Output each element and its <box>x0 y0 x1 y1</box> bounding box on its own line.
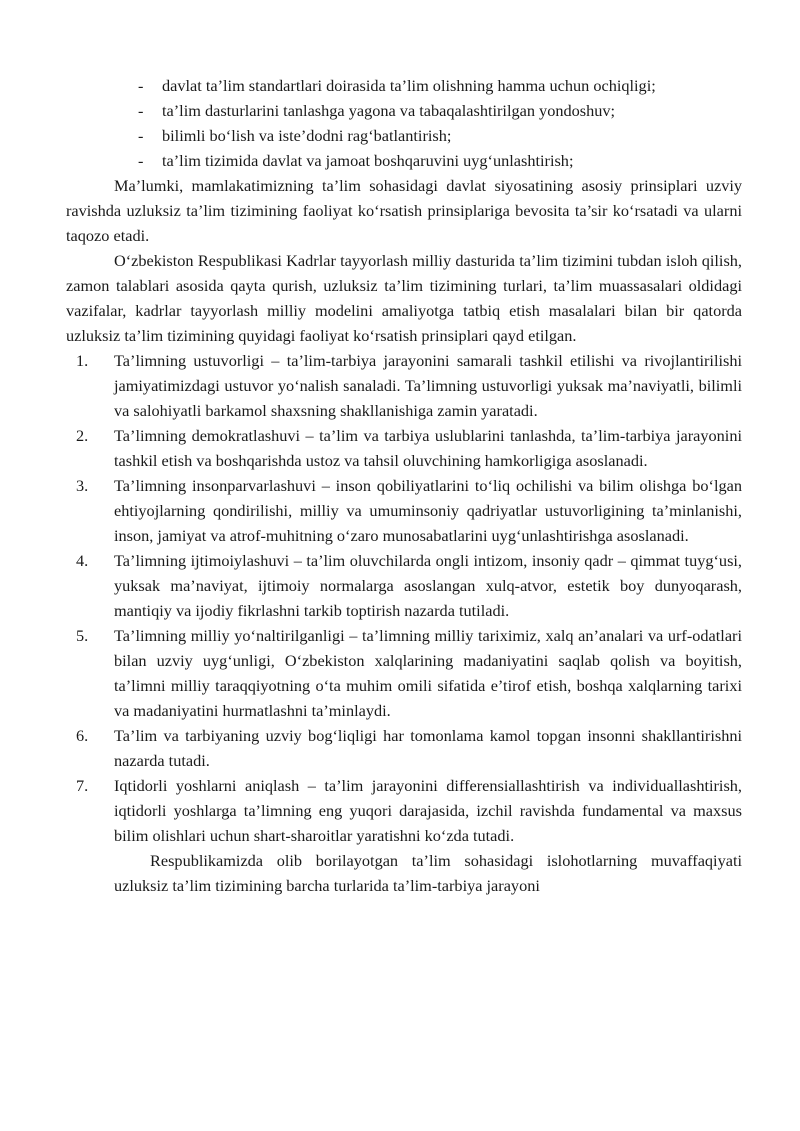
dash-marker: - <box>138 151 144 170</box>
principle-text: Iqtidorli yoshlarni aniqlash – ta’lim jarayonini differensiallashtirish va individuallashtirish, iqtidorli yoshlarga ta’limning eng yuqori darajasida, izchil ravishda fundamental va maxsus bilim olishlari uchun shart-sharoitlar yaratishni ko‘zda tutadi. <box>114 776 742 845</box>
principle-item <box>66 348 742 423</box>
list-item-text: ta’lim dasturlarini tanlashga yagona va tabaqalashtirilgan yondoshuv; <box>162 101 616 120</box>
item-number: 5. <box>76 626 89 645</box>
dash-marker: - <box>138 101 144 120</box>
list-item-text: bilimli bo‘lish va iste’dodni rag‘batlantirish; <box>162 126 452 145</box>
principle-text: Ta’limning ustuvorligi – ta’lim-tarbiya jarayonini samarali tashkil etilishi va rivojlantirilishi jamiyatimizdagi ustuvor yo‘nalish sanaladi. Ta’limning ustuvorligi yuksak ma’naviyatli, bilimli va salohiyatli barkamol shaxsning shakllanishiga zamin yaratadi. <box>114 351 742 420</box>
principles-list <box>66 348 742 848</box>
principle-text: Ta’lim va tarbiyaning uzviy bog‘liqligi har tomonlama kamol topgan insonni shakllantirishni nazarda tutadi. <box>114 726 742 770</box>
item-number: 6. <box>76 726 89 745</box>
principle-text: Ta’limning ijtimoiylashuvi – ta’lim oluvchilarda ongli intizom, insoniy qadr – qimmat tuyg‘usi, yuksak ma’naviyat, ijtimoiy normalarga asoslangan xulq-atvor, estetik boy dunyoqarash, mantiqiy va ijodiy fikrlashni tarkib toptirish nazarda tutiladi. <box>114 551 742 620</box>
item-number: 3. <box>76 476 89 495</box>
item-number: 2. <box>76 426 89 445</box>
principle-text: Ta’limning insonparvarlashuvi – inson qobiliyatlarini to‘liq ochilishi va bilim olishga bo‘lgan ehtiyojlarning qondirilishi, milliy va umuminsoniy qadriyatlar ustuvorligining ta’minlanishi, inson, jamiyat va atrof-muhitning o‘zaro munosabatlarini uyg‘unlashtirishga asoslanadi. <box>114 476 742 545</box>
principle-item <box>66 423 742 473</box>
paragraph-policy-principles: Ma’lumki, mamlakatimizning ta’lim sohasidagi davlat siyosatining asosiy prinsiplari uzviy ravishda uzluksiz ta’lim tizimining faoliyat ko‘rsatish prinsiplariga bevosita ta’sir ko‘rsatadi va ularni taqozo etadi. <box>66 176 742 245</box>
list-item <box>66 123 742 148</box>
document-page <box>66 73 742 898</box>
paragraph-national-program: O‘zbekiston Respublikasi Kadrlar tayyorlash milliy dasturida ta’lim tizimini tubdan isloh qilish, zamon talablari asosida qayta qurish, uzluksiz ta’lim tizimining turlari, ta’lim muassasalari oldidagi vazifalar, kadrlar tayyorlash milliy modelini amaliyotga tatbiq etish masalalari bilan bir qatorda uzluksiz ta’lim tizimining quyidagi faoliyat ko‘rsatish prinsiplari qayd etilgan. <box>66 251 742 345</box>
list-item <box>66 98 742 123</box>
list-item-text: davlat ta’lim standartlari doirasida ta’lim olishning hamma uchun ochiqligi; <box>162 76 656 95</box>
list-item-text: ta’lim tizimida davlat va jamoat boshqaruvini uyg‘unlashtirish; <box>162 151 574 170</box>
item-number: 7. <box>76 776 89 795</box>
dash-marker: - <box>138 76 144 95</box>
principle-item <box>66 623 742 723</box>
paragraph-reforms: Respublikamizda olib borilayotgan ta’lim sohasidagi islohotlarning muvaffaqiyati uzluksiz ta’lim tizimining barcha turlarida ta’lim-tarbiya jarayoni <box>114 851 742 895</box>
list-item <box>66 73 742 98</box>
dash-marker: - <box>138 126 144 145</box>
principle-text: Ta’limning milliy yo‘naltirilganligi – ta’limning milliy tariximiz, xalq an’analari va urf-odatlari bilan uzviy uyg‘unligi, O‘zbekiston xalqlarining madaniyatini saqlab qolish va boyitish, ta’limni milliy taraqqiyotning o‘ta muhim omili sifatida e’tirof etish, boshqa xalqlarning tarixi va madaniyatini hurmatlashni ta’minlaydi. <box>114 626 742 720</box>
principle-item <box>66 548 742 623</box>
principle-item <box>66 723 742 773</box>
principle-item <box>66 773 742 848</box>
principle-text: Ta’limning demokratlashuvi – ta’lim va tarbiya uslublarini tanlashda, ta’lim-tarbiya jarayonini tashkil etish va boshqarishda ustoz va tahsil oluvchining hamkorligiga asoslanadi. <box>114 426 742 470</box>
bullet-list <box>66 73 742 173</box>
principle-item <box>66 473 742 548</box>
list-item <box>66 148 742 173</box>
item-number: 4. <box>76 551 89 570</box>
item-number: 1. <box>76 351 89 370</box>
